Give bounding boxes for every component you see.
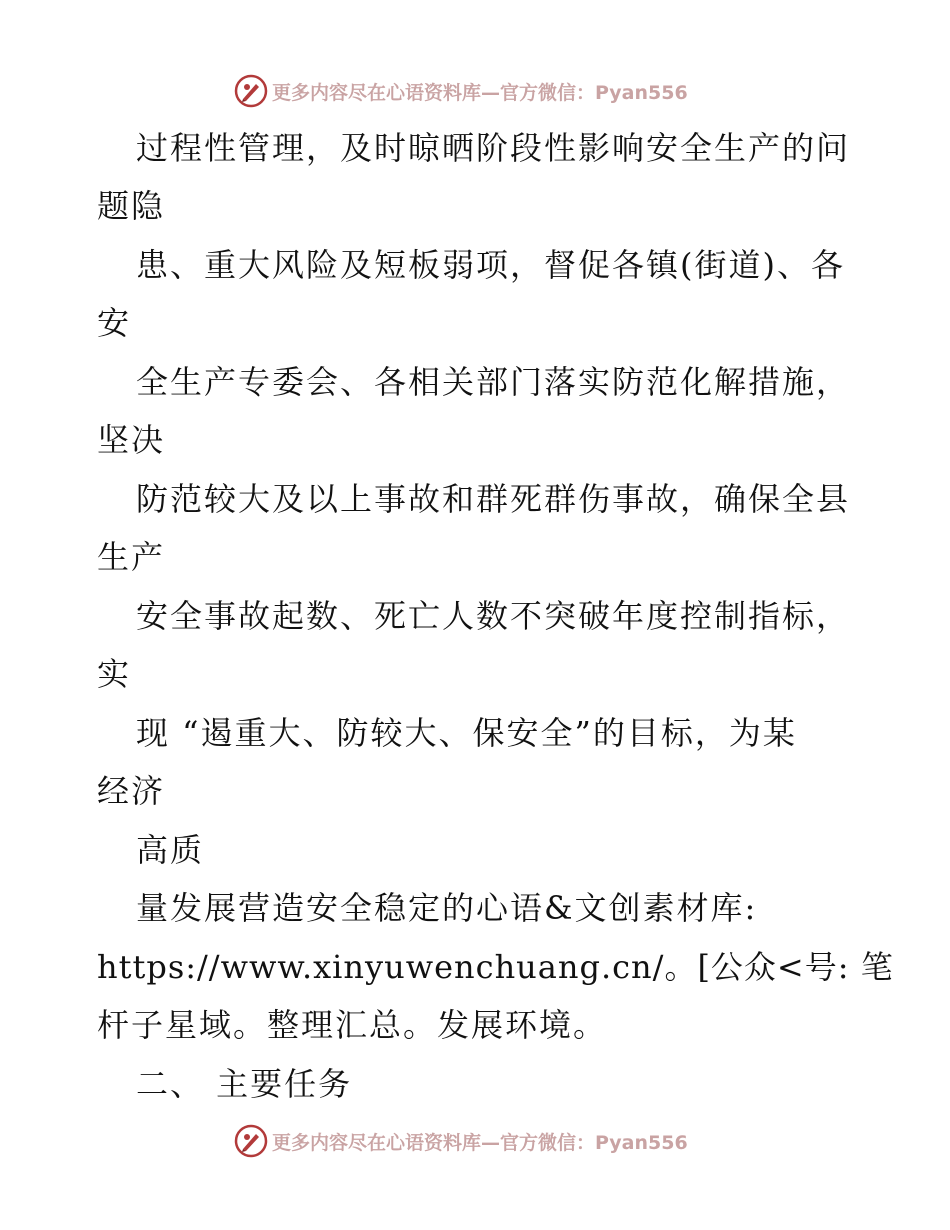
watermark-text: 更多内容尽在心语资料库—官方微信：Pyan556 — [272, 1131, 688, 1154]
body-line-13: 高质 — [136, 831, 205, 869]
header-watermark — [234, 73, 688, 109]
body-line-12: 经济 — [97, 772, 166, 810]
section-heading: 二、 主要任务 — [136, 1065, 353, 1103]
body-line-7: 防范较大及以上事故和群死群伤事故，确保全县 — [136, 480, 851, 518]
body-line-14: 量发展营造安全稳定的心语&文创素材库: — [136, 889, 758, 927]
body-line-1: 过程性管理，及时晾晒阶段性影响安全生产的问 — [136, 129, 851, 167]
body-line-2: 题隐 — [97, 187, 166, 225]
pen-logo-icon — [234, 74, 268, 108]
body-line-6: 坚决 — [97, 421, 166, 459]
body-line-9: 安全事故起数、死亡人数不突破年度控制指标， — [136, 597, 851, 635]
body-line-11: 现 “遏重大、防较大、保安全”的目标，为某 — [136, 714, 797, 752]
footer-watermark — [234, 1123, 688, 1159]
body-line-8: 生产 — [97, 538, 166, 576]
pen-logo-icon — [234, 1124, 268, 1158]
body-line-10: 实 — [97, 655, 132, 693]
watermark-text: 更多内容尽在心语资料库—官方微信：Pyan556 — [272, 81, 688, 104]
body-line-16: 杆子星域。整理汇总。发展环境。 — [97, 1006, 608, 1044]
body-line-15: https://www.xinyuwenchuang.cn/。[公众<号: 笔 — [97, 948, 894, 986]
body-line-4: 安 — [97, 304, 132, 342]
body-line-3: 患、重大风险及短板弱项，督促各镇(街道)、各 — [136, 246, 845, 284]
body-line-5: 全生产专委会、各相关部门落实防范化解措施， — [136, 363, 851, 401]
